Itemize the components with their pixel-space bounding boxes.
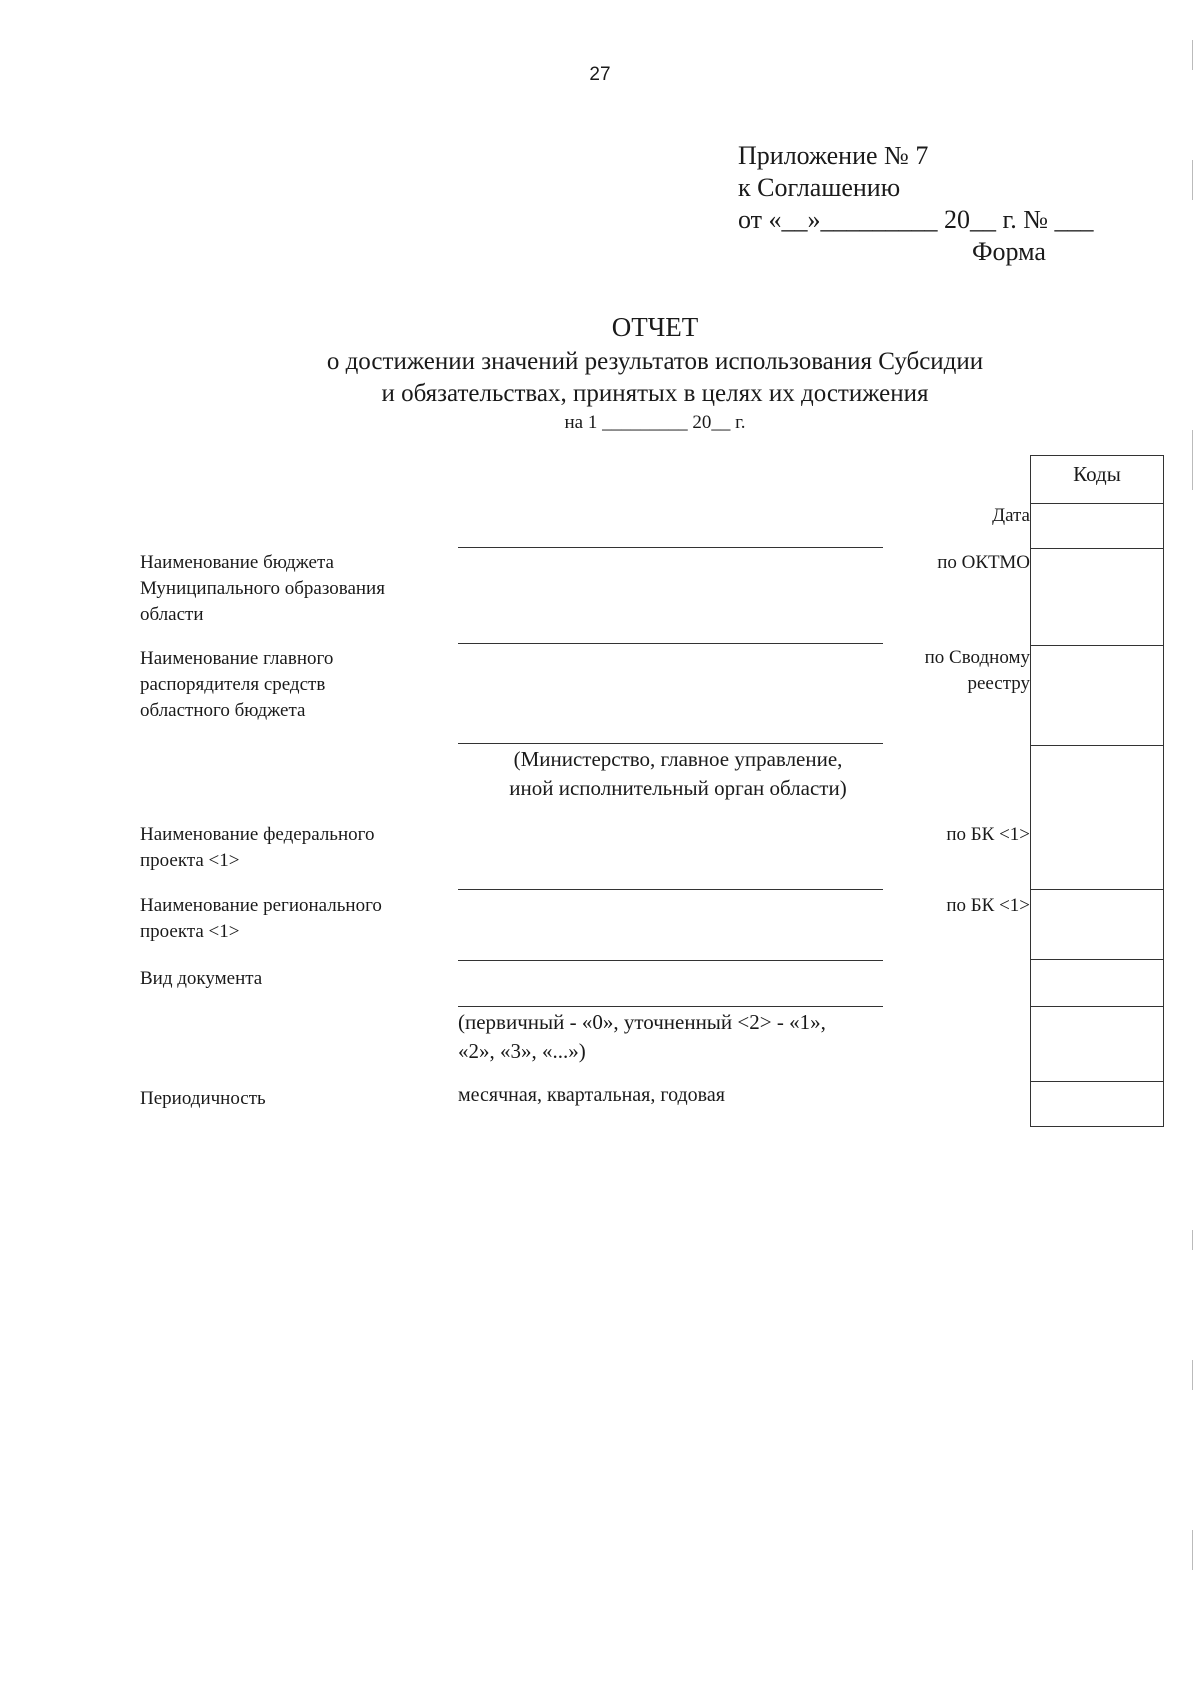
line-federal-project <box>458 889 883 890</box>
line-budget-name <box>458 547 883 548</box>
code-label-bk-1: по БК <1> <box>946 824 1030 845</box>
line-manager-name <box>458 643 883 644</box>
line-doc-type <box>458 1006 883 1007</box>
annex-date-number: от «__»_________ 20__ г. № ___ <box>738 205 1094 234</box>
field-periodicity: Периодичность <box>140 1088 266 1109</box>
report-title: ОТЧЕТ <box>611 312 699 342</box>
code-label-svod-2: реестру <box>967 673 1030 694</box>
report-subtitle-1: о достижении значений результатов использования Субсидии <box>326 348 984 375</box>
line-manager-hint <box>458 743 883 744</box>
codes-table <box>1030 455 1164 1127</box>
periodicity-value: месячная, квартальная, годовая <box>458 1084 725 1106</box>
report-subtitle-2: и обязательствах, принятых в целях их достижения <box>381 380 929 407</box>
code-label-bk-2: по БК <1> <box>946 895 1030 916</box>
annex-agreement: к Соглашению <box>738 173 901 202</box>
doc-type-hint: (первичный - «0», уточненный <2> - «1», «2», «3», «...») <box>458 1010 826 1063</box>
field-manager-name: Наименование главного распорядителя средств областного бюджета <box>140 648 334 721</box>
code-label-date: Дата <box>992 505 1030 526</box>
annex-block <box>738 140 1094 268</box>
code-label-oktmo: по ОКТМО <box>937 552 1030 573</box>
line-regional-project <box>458 960 883 961</box>
code-label-svod-1: по Сводному <box>924 647 1030 668</box>
form-label: Форма <box>972 237 1046 266</box>
field-federal-project: Наименование федерального проекта <1> <box>140 824 375 871</box>
manager-hint: (Министерство, главное управление, иной исполнительный орган области) <box>509 747 847 800</box>
page-number: 27 <box>589 64 611 85</box>
annex-number: Приложение № 7 <box>738 141 929 170</box>
field-doc-type: Вид документа <box>140 968 263 989</box>
field-budget-name: Наименование бюджета Муниципального образования области <box>140 552 385 625</box>
field-regional-project: Наименование регионального проекта <1> <box>140 895 382 942</box>
report-date-line: на 1 _________ 20__ г. <box>564 412 746 433</box>
codes-header: Коды <box>1073 462 1121 486</box>
